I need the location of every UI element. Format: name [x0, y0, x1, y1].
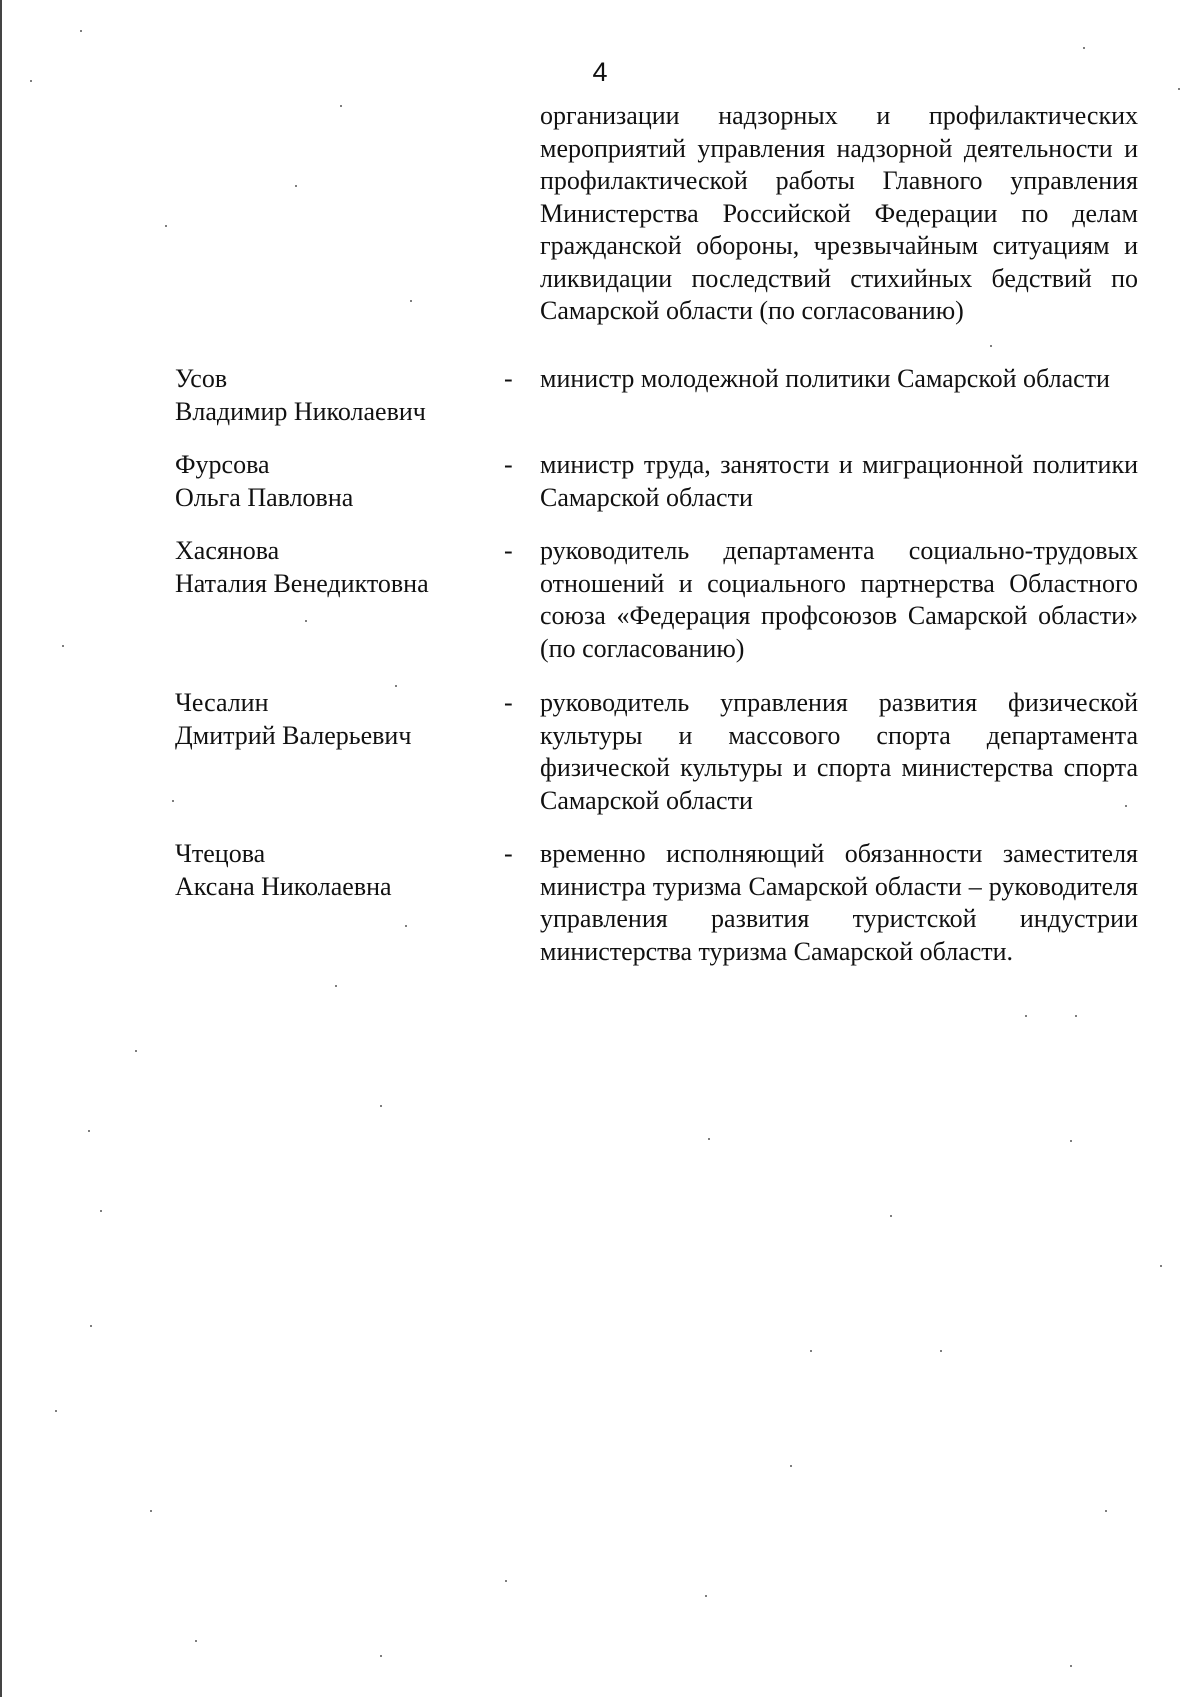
member-name	[175, 449, 495, 514]
member-given-names: Ольга Павловна	[175, 482, 354, 512]
scan-speck	[940, 1350, 942, 1352]
scan-speck	[705, 1595, 707, 1597]
scan-speck	[395, 685, 397, 687]
scan-speck	[305, 620, 307, 622]
member-surname: Чесалин	[175, 688, 269, 717]
scan-speck	[1083, 47, 1085, 49]
member-surname: Усов	[175, 364, 228, 393]
scan-speck	[150, 1510, 152, 1512]
member-name	[175, 363, 495, 428]
member-given-names: Дмитрий Валерьевич	[175, 720, 412, 750]
member-name	[175, 687, 495, 752]
scan-speck	[1160, 1265, 1162, 1267]
scan-speck	[88, 1130, 90, 1132]
entry-dash: -	[504, 364, 513, 393]
scan-speck	[295, 185, 297, 187]
scan-speck	[990, 345, 992, 347]
scan-speck	[340, 105, 342, 107]
scan-speck	[335, 985, 337, 987]
scan-speck	[172, 800, 174, 802]
scan-speck	[100, 1210, 102, 1212]
member-position: временно исполняющий обязанности заместителя министра туризма Самарской области – руководителя управления развития туристской индустрии министерства туризма Самарской области.	[540, 839, 1138, 966]
page-number: 4	[592, 57, 608, 87]
entry-dash: -	[504, 839, 513, 868]
member-given-names: Аксана Николаевна	[175, 871, 392, 901]
scan-speck	[810, 1350, 812, 1352]
member-position: министр молодежной политики Самарской области	[540, 364, 1110, 393]
scan-speck	[90, 1325, 92, 1327]
scan-speck	[80, 30, 82, 32]
member-position: министр труда, занятости и миграционной политики Самарской области	[540, 450, 1138, 512]
member-surname: Чтецова	[175, 839, 266, 868]
member-surname: Хасянова	[175, 536, 280, 565]
scan-speck	[1070, 1140, 1072, 1142]
scan-speck	[380, 1655, 382, 1657]
entry-dash: -	[504, 536, 513, 565]
scan-speck	[30, 80, 32, 82]
member-position: руководитель департамента социально-трудовых отношений и социального партнерства Областного союза «Федерация профсоюзов Самарской области» (по согласованию)	[540, 536, 1138, 663]
scan-speck	[405, 925, 407, 927]
member-given-names: Наталия Венедиктовна	[175, 568, 429, 598]
member-position: руководитель управления развития физической культуры и массового спорта департамента физической культуры и спорта министерства спорта Самарской области	[540, 688, 1138, 815]
scan-speck	[410, 300, 412, 302]
scan-speck	[62, 645, 64, 647]
scan-speck	[1105, 1510, 1107, 1512]
scan-speck	[1070, 1665, 1072, 1667]
entry-dash: -	[504, 450, 513, 479]
scan-speck	[1075, 1015, 1077, 1017]
scan-speck	[1125, 805, 1127, 807]
scan-speck	[708, 1138, 710, 1140]
scan-speck	[55, 1410, 57, 1412]
scan-speck	[890, 1215, 892, 1217]
scan-speck	[790, 1465, 792, 1467]
member-given-names: Владимир Николаевич	[175, 396, 426, 426]
entry-dash: -	[504, 688, 513, 717]
scan-speck	[165, 225, 167, 227]
scan-speck	[195, 1640, 197, 1642]
member-surname: Фурсова	[175, 450, 270, 479]
scan-speck	[135, 1050, 137, 1052]
intro-continuation-text: организации надзорных и профилактических мероприятий управления надзорной деятельности и профилактической работы Главного управления Министерства Российской Федерации по делам гражданской обороны, чрезвычайным ситуациям и ликвидации последствий стихийных бедствий по Самарской области (по согласованию)	[540, 101, 1138, 325]
scan-speck	[1178, 88, 1180, 90]
page-left-edge	[0, 0, 2, 1697]
member-name	[175, 838, 495, 903]
scan-speck	[1025, 1015, 1027, 1017]
scan-speck	[505, 1580, 507, 1582]
scan-speck	[380, 1105, 382, 1107]
member-name	[175, 535, 495, 600]
